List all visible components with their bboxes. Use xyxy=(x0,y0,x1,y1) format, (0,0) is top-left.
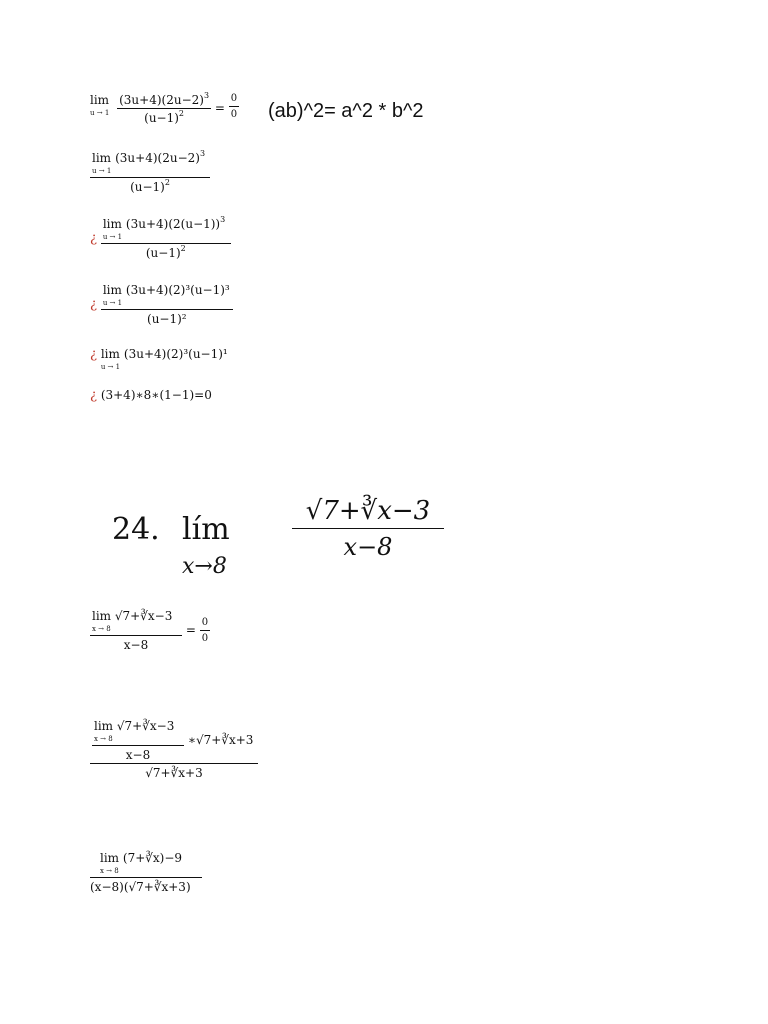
problem-number: 24. xyxy=(112,512,160,547)
zero-over-zero: $\frac{0}{0}$ xyxy=(230,93,238,120)
fraction: $\frac{(3u+4)(2u-2)^3}{(u-1)^2}$ xyxy=(119,91,210,125)
step-b1: lim x → 8 √7+∛x−3 x−8 = $\frac{0}{0}$ xyxy=(92,609,209,652)
problem-lim: lím xyxy=(182,512,230,547)
note-text: (ab)^2= a^2 * b^2 xyxy=(268,100,424,122)
step-1 xyxy=(90,91,239,125)
step-b2: lim x → 8 √7+∛x−3 x−8 ∗√7+∛x+3 √7+∛x+3 xyxy=(90,720,258,779)
step-6: ¿ (3+4)∗8∗(1−1)=0 xyxy=(90,388,212,403)
fraction: lim u → 1 $(3u+4)(2(u-1))^3$ $(u-1)^2$ xyxy=(101,218,231,259)
problem-fraction xyxy=(292,496,444,561)
limit-operator: lim u → 1 xyxy=(90,93,110,117)
step-4: ¿ lim u → 1 (3u+4)(2)³(u−1)³ (u−1)² xyxy=(90,284,233,325)
problem-numerator: √7+∛x−3 xyxy=(305,496,431,526)
step-b3: lim x → 8 (7+∛x)−9 (x−8)(√7+∛x+3) xyxy=(90,852,202,893)
fraction: lim u → 1 (3u+4)(2)³(u−1)³ (u−1)² xyxy=(101,284,233,325)
fraction: lim u → 1 $(3u+4)(2u-2)^3$ $(u-1)^2$ xyxy=(90,152,210,193)
step-3: ¿ lim u → 1 $(3u+4)(2(u-1))^3$ $(u-1)^2$ xyxy=(90,218,231,259)
step-5: ¿ lim u → 1 (3u+4)(2)³(u−1)¹ xyxy=(90,347,228,371)
problem-denominator: x−8 xyxy=(343,533,393,561)
step-2 xyxy=(90,149,210,194)
equals-sign: = xyxy=(214,101,225,115)
problem-lim-sub: x→8 xyxy=(182,554,227,579)
